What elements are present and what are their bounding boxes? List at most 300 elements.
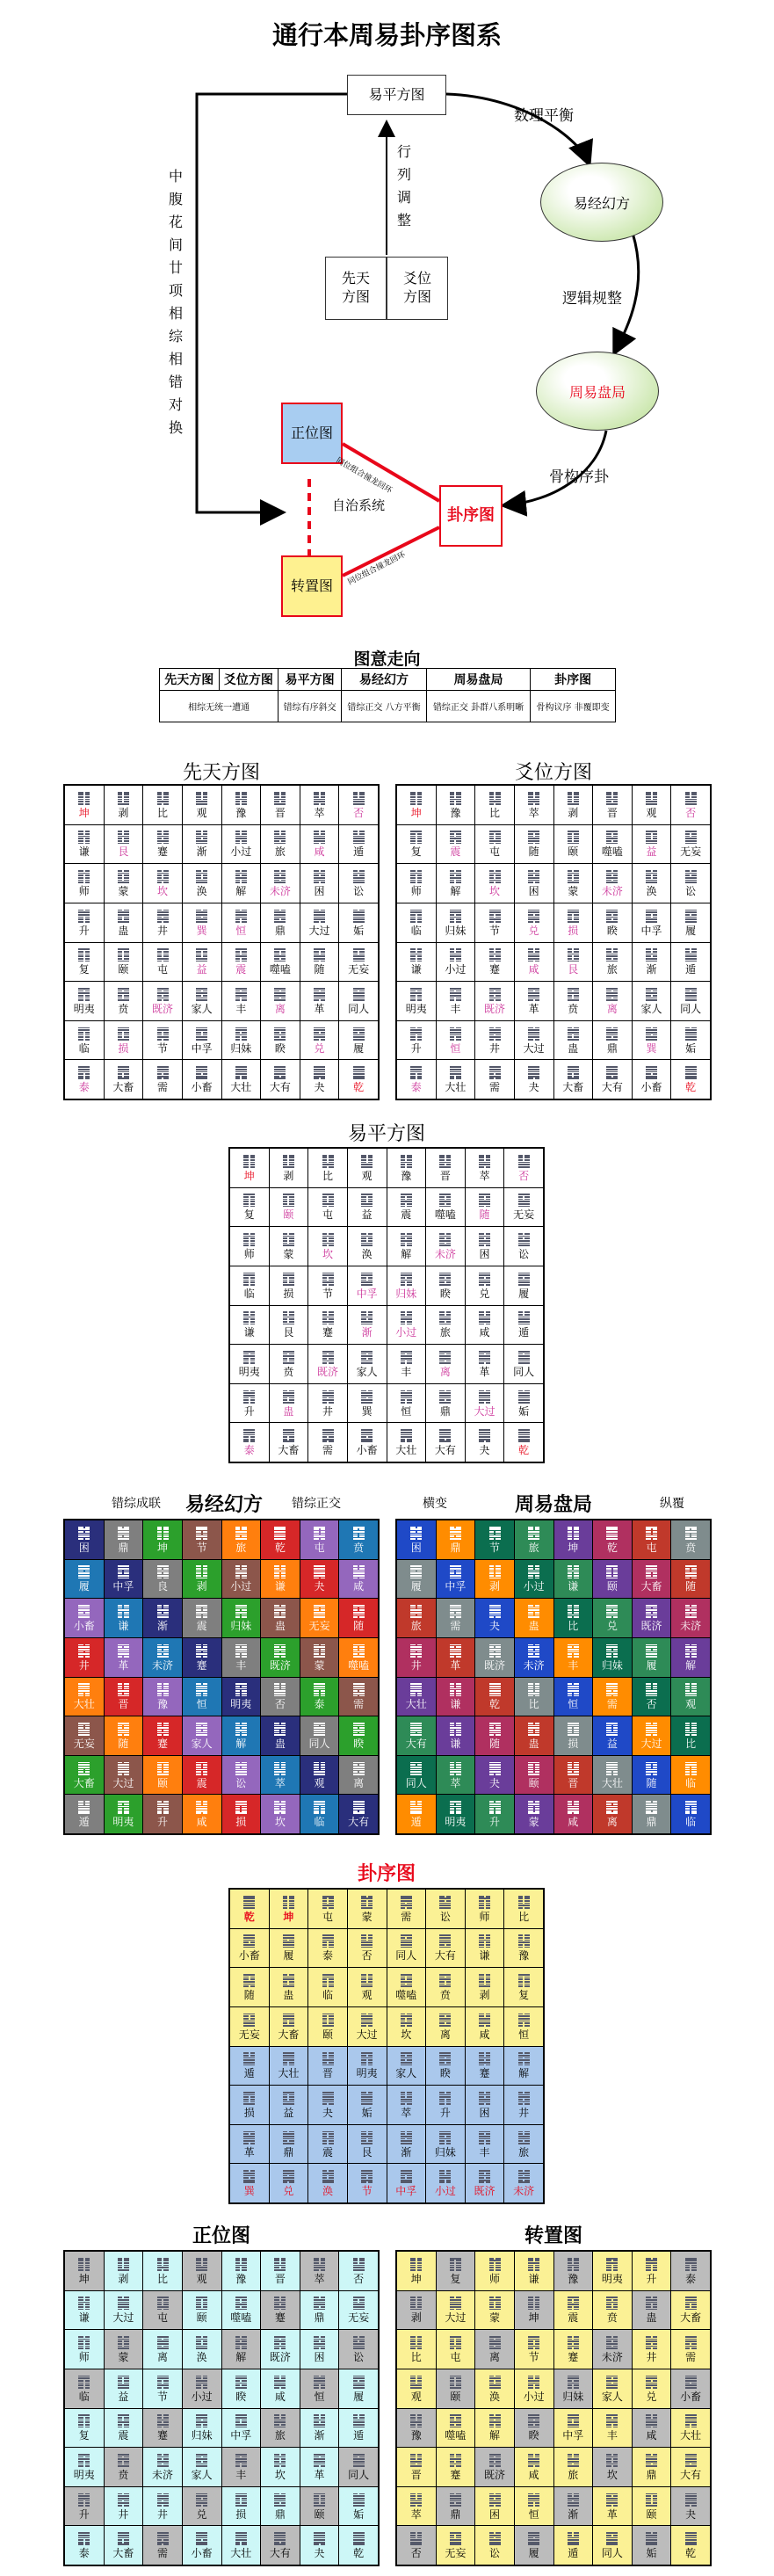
hexagram-cell xyxy=(261,1678,300,1716)
hexagram-name: 咸 xyxy=(274,2390,286,2403)
hexagram-cell xyxy=(671,1678,710,1716)
hexagram-name: 大过 xyxy=(112,1776,134,1789)
hexagram-icon xyxy=(196,1801,207,1814)
hexagram-icon xyxy=(322,1896,334,1909)
hexagram-cell xyxy=(143,1795,182,1833)
hexagram-icon xyxy=(606,2493,618,2507)
hexagram-icon xyxy=(235,870,247,883)
hexagram-icon xyxy=(685,1723,697,1736)
hexagram-icon xyxy=(157,2376,169,2389)
hexagram-name: 明夷 xyxy=(445,1816,467,1829)
hexagram-cell xyxy=(65,1716,104,1755)
hexagram-name: 师 xyxy=(489,2272,501,2285)
hexagram-cell xyxy=(300,1520,339,1559)
hexagram-icon xyxy=(322,1194,334,1207)
hexagram-icon xyxy=(450,2336,461,2349)
hexagram-icon xyxy=(157,870,169,883)
hexagram-icon xyxy=(568,1801,579,1814)
hexagram-name: 遁 xyxy=(410,1816,422,1829)
hexagram-cell xyxy=(183,2369,221,2408)
hexagram-cell xyxy=(397,2291,436,2330)
hexagram-name: 小畜 xyxy=(238,1949,260,1963)
dir-header-0: 先天方图 xyxy=(160,669,220,691)
hexagram-name: 小过 xyxy=(434,2185,456,2198)
hexagram-cell xyxy=(671,903,710,942)
hexagram-icon xyxy=(353,2376,365,2389)
hexagram-icon xyxy=(685,1644,697,1658)
hexagram-icon xyxy=(157,831,169,844)
hexagram-name: 升 xyxy=(410,1041,422,1055)
dir-header-2: 易平方图 xyxy=(278,669,342,691)
hexagram-cell xyxy=(339,786,378,824)
hexagram-icon xyxy=(646,1527,657,1540)
hexagram-name: 未济 xyxy=(601,2351,623,2364)
hexagram-name: 巽 xyxy=(646,1041,657,1055)
hexagram-name: 萃 xyxy=(401,2106,412,2119)
hexagram-name: 升 xyxy=(646,2272,657,2285)
hexagram-name: 无妄 xyxy=(680,845,702,859)
hexagram-name: 否 xyxy=(518,1169,530,1182)
hexagram-name: 兑 xyxy=(479,1287,490,1300)
hexagram-cell xyxy=(339,1795,378,1833)
hexagram-cell xyxy=(261,1599,300,1637)
hexagram-name: 井 xyxy=(489,1041,501,1055)
hexagram-name: 明夷 xyxy=(73,2468,95,2481)
hexagram-cell xyxy=(426,1929,465,1968)
hexagram-name: 履 xyxy=(353,2390,365,2403)
hexagram-icon xyxy=(157,1527,169,1540)
hexagram-name: 比 xyxy=(568,1620,579,1633)
hexagram-icon xyxy=(157,2532,169,2545)
hexagram-name: 蒙 xyxy=(283,1248,294,1261)
hexagram-cell xyxy=(339,2448,378,2486)
hexagram-name: 咸 xyxy=(528,2468,539,2481)
hexagram-name: 大畜 xyxy=(278,1444,300,1457)
title-guaxu: 卦序图 xyxy=(357,1863,416,1885)
hexagram-name: 乾 xyxy=(243,1910,255,1923)
hexagram-cell xyxy=(300,943,339,982)
hexagram-icon xyxy=(283,1934,294,1948)
hexagram-cell xyxy=(504,1929,543,1968)
direction-table xyxy=(159,668,616,722)
hexagram-name: 小过 xyxy=(230,845,252,859)
hexagram-cell xyxy=(300,864,339,903)
hexagram-icon xyxy=(78,1644,90,1658)
hexagram-icon xyxy=(196,870,207,883)
hexagram-cell xyxy=(230,1345,269,1383)
jiaowei-box xyxy=(387,257,448,320)
hexagram-icon xyxy=(78,1801,90,1814)
hexagram-name: 大有 xyxy=(680,2468,702,2481)
hexagram-cell xyxy=(339,943,378,982)
hexagram-name: 同人 xyxy=(680,1002,702,1015)
hexagram-icon xyxy=(450,1565,461,1578)
hexagram-icon xyxy=(118,2493,129,2507)
hexagram-icon xyxy=(646,1762,657,1775)
hexagram-name: 坎 xyxy=(606,2468,618,2481)
hexagram-cell xyxy=(143,2487,182,2526)
hexagram-icon xyxy=(196,792,207,805)
hexagram-icon xyxy=(568,2376,579,2389)
hexagram-icon xyxy=(235,1683,247,1696)
hexagram-icon xyxy=(401,1351,412,1364)
hexagram-name: 遁 xyxy=(78,1816,90,1829)
hexagram-icon xyxy=(235,1565,247,1578)
hexagram-cell xyxy=(105,903,143,942)
dir-cell-0: 相综无统一遭通 xyxy=(160,691,278,722)
hexagram-cell xyxy=(633,1560,671,1599)
hexagram-icon xyxy=(157,792,169,805)
hexagram-cell xyxy=(348,1149,387,1187)
hexagram-cell xyxy=(475,1021,514,1060)
hexagram-name: 恒 xyxy=(314,2390,325,2403)
hexagram-cell xyxy=(387,1929,426,1968)
hexagram-name: 颐 xyxy=(528,1776,539,1789)
hexagram-icon xyxy=(196,910,207,923)
hexagram-name: 豫 xyxy=(157,1698,169,1711)
hexagram-icon xyxy=(353,1723,365,1736)
hexagram-icon xyxy=(196,1066,207,1079)
hexagram-cell xyxy=(554,786,593,824)
hexagram-name: 丰 xyxy=(606,2429,618,2442)
hexagram-name: 谦 xyxy=(274,1580,286,1593)
hexagram-cell xyxy=(230,1929,269,1968)
hexagram-name: 晋 xyxy=(274,2272,286,2285)
hexagram-icon xyxy=(118,1066,129,1079)
hexagram-name: 比 xyxy=(685,1737,697,1750)
hexagram-name: 鼎 xyxy=(646,1816,657,1829)
hexagram-icon xyxy=(283,1896,294,1909)
hexagram-cell xyxy=(466,1149,504,1187)
hexagram-name: 归妹 xyxy=(395,1287,417,1300)
hexagram-icon xyxy=(439,1390,451,1404)
hexagram-icon xyxy=(157,1762,169,1775)
hexagram-cell xyxy=(554,1060,593,1099)
hexagram-name: 损 xyxy=(118,1041,129,1055)
hexagram-cell xyxy=(515,943,553,982)
hexagram-icon xyxy=(528,988,539,1001)
hexagram-name: 比 xyxy=(528,1698,539,1711)
hexagram-icon xyxy=(274,2376,286,2389)
hexagram-cell xyxy=(105,2526,143,2565)
hexagram-icon xyxy=(78,1723,90,1736)
hexagram-name: 中孚 xyxy=(445,1580,467,1593)
hexagram-icon xyxy=(196,2414,207,2427)
hexagram-cell xyxy=(270,1149,308,1187)
hexagram-icon xyxy=(196,2493,207,2507)
hexagram-icon xyxy=(243,2131,255,2144)
hexagram-name: 明夷 xyxy=(405,1002,427,1015)
hexagram-cell xyxy=(183,1756,221,1795)
hexagram-name: 井 xyxy=(157,2507,169,2521)
hexagram-cell xyxy=(339,2369,378,2408)
hexagram-name: 解 xyxy=(401,1248,412,1261)
hexagram-icon xyxy=(235,2336,247,2349)
hexagram-icon xyxy=(401,2170,412,2183)
dir-header-1: 爻位方图 xyxy=(219,669,278,691)
hexagram-icon xyxy=(314,910,325,923)
hexagram-cell xyxy=(397,1560,436,1599)
hexagram-icon xyxy=(283,2052,294,2065)
hexagram-icon xyxy=(450,2376,461,2389)
hexagram-cell xyxy=(437,1021,475,1060)
hexagram-cell xyxy=(270,1227,308,1266)
hexagram-cell xyxy=(183,1021,221,1060)
hexagram-cell xyxy=(593,2409,632,2448)
hexagram-icon xyxy=(606,2336,618,2349)
hexagram-name: 中孚 xyxy=(191,1041,213,1055)
hexagram-name: 渐 xyxy=(196,845,207,859)
hexagram-icon xyxy=(401,2052,412,2065)
hexagram-name: 师 xyxy=(479,1910,490,1923)
hexagram-icon xyxy=(479,1155,490,1168)
hexagram-icon xyxy=(314,1565,325,1578)
hexagram-name: 需 xyxy=(489,1081,501,1094)
hexagram-name: 大畜 xyxy=(640,1580,662,1593)
hexagram-name: 豫 xyxy=(235,2272,247,2285)
hexagram-cell xyxy=(475,1756,514,1795)
hexagram-icon xyxy=(274,1027,286,1041)
hexagram-cell xyxy=(230,1384,269,1423)
hexagram-icon xyxy=(283,1233,294,1246)
hexagram-cell xyxy=(515,1560,553,1599)
hexagram-name: 姤 xyxy=(518,1404,530,1418)
hexagram-cell xyxy=(348,2007,387,2046)
hexagram-cell xyxy=(230,1227,269,1266)
hexagram-cell xyxy=(515,2487,553,2526)
hexagram-icon xyxy=(479,1194,490,1207)
hexagram-cell xyxy=(515,786,553,824)
hexagram-cell xyxy=(105,2330,143,2369)
hexagram-cell xyxy=(437,2526,475,2565)
hexagram-icon xyxy=(118,948,129,961)
hexagram-name: 渐 xyxy=(361,1326,373,1339)
hexagram-cell xyxy=(300,825,339,864)
hexagram-cell xyxy=(65,1060,104,1099)
hexagram-icon xyxy=(528,1723,539,1736)
hexagram-icon xyxy=(196,1762,207,1775)
hexagram-cell xyxy=(397,1520,436,1559)
hexagram-icon xyxy=(235,792,247,805)
hexagram-name: 贲 xyxy=(353,1541,365,1554)
hexagram-cell xyxy=(230,2164,269,2202)
hexagram-cell xyxy=(387,1384,426,1423)
hexagram-name: 乾 xyxy=(274,1541,286,1554)
hexagram-name: 涣 xyxy=(196,2351,207,2364)
hexagram-icon xyxy=(283,1351,294,1364)
hexagram-cell xyxy=(397,2526,436,2565)
hexagram-icon xyxy=(314,792,325,805)
hexagram-cell xyxy=(222,903,261,942)
hexagram-icon xyxy=(685,1027,697,1041)
hexagram-icon xyxy=(439,2170,451,2183)
hexagram-icon xyxy=(361,1896,373,1909)
hexagram-name: 讼 xyxy=(235,1776,247,1789)
hexagram-icon xyxy=(479,1390,490,1404)
hexagram-icon xyxy=(353,910,365,923)
hexagram-icon xyxy=(401,1429,412,1442)
hexagram-cell xyxy=(554,2330,593,2369)
hexagram-name: 井 xyxy=(157,924,169,937)
hexagram-cell xyxy=(397,864,436,903)
hexagram-name: 大壮 xyxy=(445,1081,467,1094)
hexagram-cell xyxy=(261,2330,300,2369)
hexagram-cell xyxy=(387,1227,426,1266)
hexagram-cell xyxy=(270,2125,308,2164)
hexagram-name: 旅 xyxy=(518,2145,530,2159)
hexagram-cell xyxy=(230,2007,269,2046)
hexagram-icon xyxy=(118,1644,129,1658)
hexagram-name: 夬 xyxy=(528,1081,539,1094)
hexagram-name: 艮 xyxy=(568,963,579,976)
hexagram-cell xyxy=(339,982,378,1020)
hexagram-icon xyxy=(361,1233,373,1246)
hexagram-name: 坤 xyxy=(568,1541,579,1554)
hexagram-name: 蛊 xyxy=(283,1989,294,2002)
hexagram-cell xyxy=(426,1266,465,1305)
hexagram-icon xyxy=(479,2131,490,2144)
title-yijing-left: 错综成联 xyxy=(112,1497,161,1511)
hexagram-cell xyxy=(183,864,221,903)
hexagram-icon xyxy=(606,1565,618,1578)
hexagram-icon xyxy=(322,2170,334,2183)
hexagram-cell xyxy=(515,1638,553,1677)
hexagram-name: 屯 xyxy=(450,2351,461,2364)
hexagram-cell xyxy=(475,2526,514,2565)
hexagram-name: 大过 xyxy=(445,2311,467,2325)
hexagram-cell xyxy=(593,1638,632,1677)
hexagram-cell xyxy=(65,903,104,942)
hexagram-icon xyxy=(274,2454,286,2467)
hexagram-icon xyxy=(528,792,539,805)
hexagram-cell xyxy=(105,1599,143,1637)
hexagram-icon xyxy=(314,2414,325,2427)
hexagram-name: 睽 xyxy=(528,2429,539,2442)
hexagram-cell xyxy=(466,2086,504,2124)
hexagram-name: 豫 xyxy=(410,2429,422,2442)
hexagram-icon xyxy=(196,1683,207,1696)
hexagram-icon xyxy=(606,2297,618,2310)
hexagram-icon xyxy=(518,1390,530,1404)
hexagram-icon xyxy=(410,870,422,883)
hexagram-icon xyxy=(528,1762,539,1775)
hexagram-name: 节 xyxy=(196,1541,207,1554)
hexagram-icon xyxy=(606,792,618,805)
hexagram-name: 观 xyxy=(314,1776,325,1789)
hexagram-icon xyxy=(489,1027,501,1041)
hexagram-name: 坎 xyxy=(274,1816,286,1829)
hexagram-cell xyxy=(397,2330,436,2369)
hexagram-icon xyxy=(314,2258,325,2271)
hexagram-name: 家人 xyxy=(356,1365,378,1378)
hexagram-icon xyxy=(118,2376,129,2389)
hexagram-icon xyxy=(78,2376,90,2389)
hexagram-name: 夬 xyxy=(479,1444,490,1457)
hexagram-name: 同人 xyxy=(348,1002,370,1015)
hexagram-cell xyxy=(143,1021,182,1060)
hexagram-cell xyxy=(475,864,514,903)
hexagram-icon xyxy=(314,2454,325,2467)
hexagram-icon xyxy=(353,2336,365,2349)
hexagram-icon xyxy=(439,1273,451,1286)
hexagram-icon xyxy=(568,948,579,961)
hexagram-cell xyxy=(475,2409,514,2448)
hexagram-name: 丰 xyxy=(235,1002,247,1015)
hexagram-icon xyxy=(274,948,286,961)
hexagram-icon xyxy=(528,948,539,961)
hexagram-icon xyxy=(274,2532,286,2545)
hexagram-cell xyxy=(397,1716,436,1755)
hexagram-name: 涣 xyxy=(322,2185,334,2198)
hexagram-cell xyxy=(466,2125,504,2164)
hexagram-name: 剥 xyxy=(118,2272,129,2285)
hexagram-name: 鼎 xyxy=(274,924,286,937)
hexagram-cell xyxy=(397,1638,436,1677)
hexagram-cell xyxy=(222,1060,261,1099)
hexagram-icon xyxy=(361,1273,373,1286)
hexagram-icon xyxy=(274,1683,286,1696)
hexagram-name: 晋 xyxy=(274,806,286,819)
hexagram-icon xyxy=(274,2414,286,2427)
hexagram-cell xyxy=(348,2164,387,2202)
hexagram-icon xyxy=(235,1066,247,1079)
hexagram-cell xyxy=(270,1306,308,1345)
hexagram-icon xyxy=(479,1974,490,1987)
hexagram-name: 大有 xyxy=(601,1081,623,1094)
hexagram-cell xyxy=(183,903,221,942)
hexagram-name: 谦 xyxy=(528,2272,539,2285)
hexagram-name: 蒙 xyxy=(528,1816,539,1829)
hexagram-name: 蛊 xyxy=(274,1620,286,1633)
hexagram-cell xyxy=(230,2047,269,2086)
hexagram-icon xyxy=(528,1605,539,1618)
hexagram-name: 否 xyxy=(646,1698,657,1711)
hexagram-icon xyxy=(353,1683,365,1696)
hexagram-name: 旅 xyxy=(410,1620,422,1633)
hexagram-icon xyxy=(322,2052,334,2065)
hexagram-icon xyxy=(118,1801,129,1814)
hexagram-icon xyxy=(235,2454,247,2467)
hexagram-cell xyxy=(437,825,475,864)
hexagram-cell xyxy=(183,1795,221,1833)
hexagram-icon xyxy=(361,2092,373,2105)
hexagram-icon xyxy=(401,2092,412,2105)
hexagram-cell xyxy=(633,2252,671,2290)
hexagram-icon xyxy=(606,1683,618,1696)
hexagram-cell xyxy=(554,1520,593,1559)
hexagram-cell xyxy=(515,2448,553,2486)
hexagram-name: 既济 xyxy=(484,2468,506,2481)
hexagram-cell xyxy=(387,1188,426,1227)
hexagram-name: 困 xyxy=(410,1541,422,1554)
hexagram-name: 益 xyxy=(196,963,207,976)
hexagram-icon xyxy=(528,1683,539,1696)
hexagram-name: 观 xyxy=(646,806,657,819)
hexagram-icon xyxy=(568,831,579,844)
hexagram-icon xyxy=(410,2376,422,2389)
hexagram-name: 小过 xyxy=(191,2390,213,2403)
hexagram-cell xyxy=(261,1060,300,1099)
hexagram-icon xyxy=(314,1801,325,1814)
hexagram-name: 渐 xyxy=(157,1620,169,1633)
hexagram-name: 未济 xyxy=(152,1658,174,1672)
hexagram-icon xyxy=(314,2532,325,2545)
hexagram-cell xyxy=(397,825,436,864)
hexagram-cell xyxy=(105,1716,143,1755)
hexagram-name: 大畜 xyxy=(278,2028,300,2041)
hexagram-name: 颐 xyxy=(322,2028,334,2041)
hexagram-icon xyxy=(78,1762,90,1775)
